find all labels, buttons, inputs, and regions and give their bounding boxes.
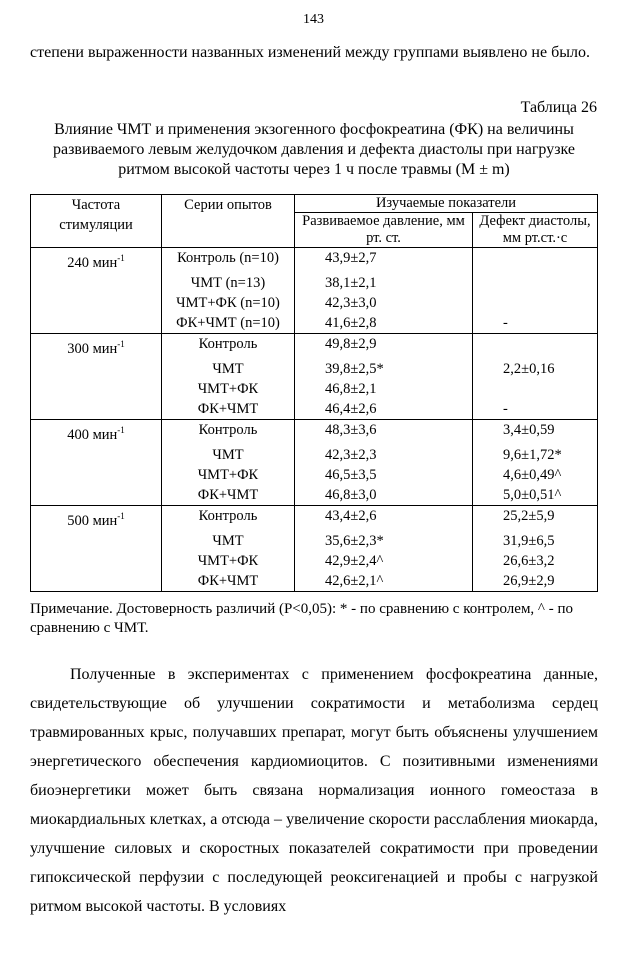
defect-cell: 31,9±6,5: [473, 531, 598, 551]
frequency-cell: 300 мин$^{-1}$: [31, 334, 162, 360]
frequency-cell: [31, 445, 162, 465]
defect-cell: [473, 334, 598, 360]
table-row: [31, 359, 598, 379]
header-defect: Дефект диастолы, мм рт.ст.·с: [473, 213, 598, 248]
pressure-cell: 48,3±3,6: [295, 420, 473, 446]
defect-cell: [473, 273, 598, 293]
data-table: [30, 194, 598, 592]
table-row: [31, 445, 598, 465]
defect-cell: 2,2±0,16: [473, 359, 598, 379]
series-cell: Контроль: [162, 506, 295, 532]
defect-cell: 25,2±5,9: [473, 506, 598, 532]
series-cell: Контроль (n=10): [162, 248, 295, 274]
pressure-cell: 46,4±2,6: [295, 399, 473, 420]
table-row: [31, 551, 598, 571]
pressure-cell: 46,8±3,0: [295, 485, 473, 506]
frequency-cell: 240 мин$^{-1}$: [31, 248, 162, 274]
series-cell: ЧМТ+ФК: [162, 465, 295, 485]
frequency-cell: [31, 273, 162, 293]
series-cell: Контроль: [162, 334, 295, 360]
pressure-cell: 46,8±2,1: [295, 379, 473, 399]
series-cell: ФК+ЧМТ: [162, 485, 295, 506]
table-row: [31, 485, 598, 506]
table-note: Примечание. Достоверность различий (P<0,05): * - по сравнению с контролем, ^ - по сравнению с ЧМТ.: [30, 601, 573, 636]
defect-cell: -: [473, 399, 598, 420]
series-cell: ЧМТ: [162, 359, 295, 379]
table-row: [31, 420, 598, 446]
table-row: [31, 379, 598, 399]
table-row: [31, 506, 598, 532]
header-frequency: Частота стимуляции: [31, 195, 162, 248]
frequency-cell: [31, 531, 162, 551]
frequency-cell: [31, 359, 162, 379]
header-indicators: Изучаемые показатели: [295, 195, 598, 213]
table-row: [31, 313, 598, 334]
defect-cell: [473, 379, 598, 399]
table-row: [31, 334, 598, 360]
frequency-cell: 400 мин$^{-1}$: [31, 420, 162, 446]
series-cell: ФК+ЧМТ: [162, 399, 295, 420]
series-cell: ЧМТ: [162, 531, 295, 551]
body-paragraph: Полученные в экспериментах с применением фосфокреатина данные, свидетельствующие об улучшении сократимости и метаболизма сердец травмированных крыс, получавших препарат, могут быть объяснены улучшением энергетического обеспечения кардиомиоцитов. С позитивными изменениями биоэнергетики может быть связана нормализация ионного гомеостаза в миокардиальных клетках, а отсюда – увеличение скорости расслабления миокарда, улучшение силовых и скоростных показателей сократимости при проведении гипоксической перфузии с последующей реоксигенацией и пробы с нагрузкой ритмом высокой частоты. В условиях: [30, 666, 598, 915]
table-row: [31, 571, 598, 592]
series-cell: ФК+ЧМТ (n=10): [162, 313, 295, 334]
frequency-cell: 500 мин$^{-1}$: [31, 506, 162, 532]
series-cell: ЧМТ (n=13): [162, 273, 295, 293]
pressure-cell: 35,6±2,3*: [295, 531, 473, 551]
series-cell: ЧМТ+ФК (n=10): [162, 293, 295, 313]
defect-cell: [473, 293, 598, 313]
defect-cell: 9,6±1,72*: [473, 445, 598, 465]
intro-paragraph: степени выраженности названных изменений между группами выявлено не было.: [30, 44, 590, 61]
table-row: [31, 399, 598, 420]
defect-cell: 26,6±3,2: [473, 551, 598, 571]
pressure-cell: 42,6±2,1^: [295, 571, 473, 592]
table-label: Таблица 26: [520, 99, 597, 116]
pressure-cell: 42,9±2,4^: [295, 551, 473, 571]
frequency-cell: [31, 293, 162, 313]
table-caption: Влияние ЧМТ и применения экзогенного фосфокреатина (ФК) на величины развиваемого левым желудочком давления и дефекта диастолы при нагрузке ритмом высокой частоты через 1 ч после травмы (M ± m): [53, 121, 575, 178]
series-cell: ЧМТ: [162, 445, 295, 465]
pressure-cell: 39,8±2,5*: [295, 359, 473, 379]
defect-cell: 3,4±0,59: [473, 420, 598, 446]
pressure-cell: 49,8±2,9: [295, 334, 473, 360]
pressure-cell: 43,4±2,6: [295, 506, 473, 532]
series-cell: Контроль: [162, 420, 295, 446]
pressure-cell: 43,9±2,7: [295, 248, 473, 274]
frequency-cell: [31, 551, 162, 571]
table-row: [31, 531, 598, 551]
frequency-cell: [31, 313, 162, 334]
defect-cell: [473, 248, 598, 274]
header-series: Серии опытов: [162, 195, 295, 248]
frequency-cell: [31, 485, 162, 506]
header-pressure: Развиваемое давление, мм рт. ст.: [295, 213, 473, 248]
frequency-cell: [31, 571, 162, 592]
table-row: [31, 248, 598, 274]
pressure-cell: 46,5±3,5: [295, 465, 473, 485]
series-cell: ЧМТ+ФК: [162, 551, 295, 571]
series-cell: ФК+ЧМТ: [162, 571, 295, 592]
pressure-cell: 41,6±2,8: [295, 313, 473, 334]
frequency-cell: [31, 379, 162, 399]
frequency-cell: [31, 399, 162, 420]
pressure-cell: 42,3±3,0: [295, 293, 473, 313]
page-number: 143: [303, 12, 324, 27]
defect-cell: 5,0±0,51^: [473, 485, 598, 506]
defect-cell: -: [473, 313, 598, 334]
table-row: [31, 273, 598, 293]
frequency-cell: [31, 465, 162, 485]
table-row: [31, 465, 598, 485]
series-cell: ЧМТ+ФК: [162, 379, 295, 399]
pressure-cell: 38,1±2,1: [295, 273, 473, 293]
defect-cell: 4,6±0,49^: [473, 465, 598, 485]
table-row: [31, 293, 598, 313]
defect-cell: 26,9±2,9: [473, 571, 598, 592]
pressure-cell: 42,3±2,3: [295, 445, 473, 465]
